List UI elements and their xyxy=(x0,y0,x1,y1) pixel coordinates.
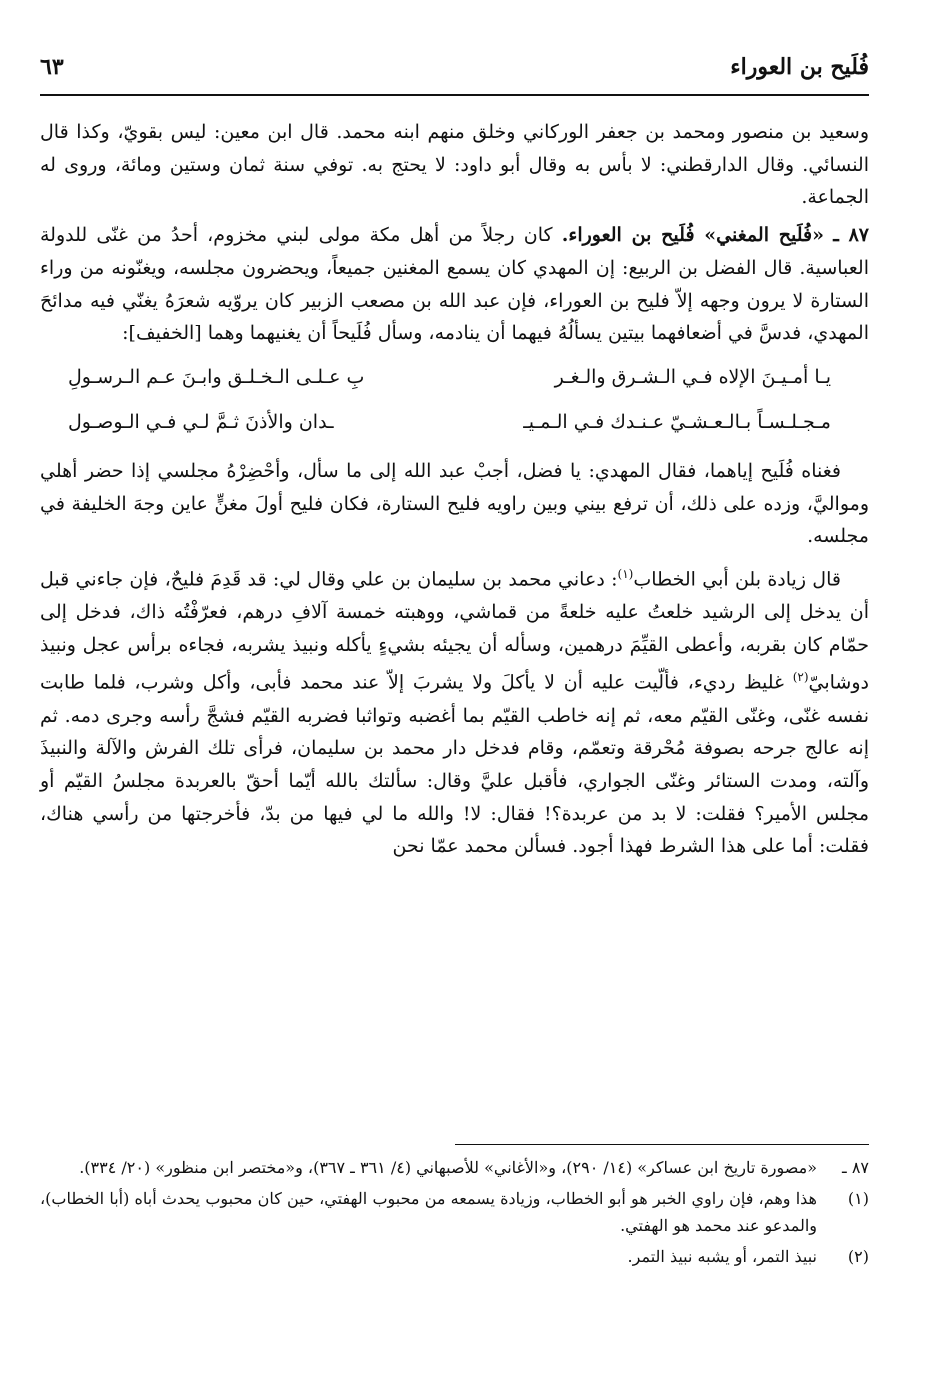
footnotes xyxy=(40,1154,869,1274)
footnote-text: نبيذ التمر، أو يشبه نبيذ التمر. xyxy=(627,1247,817,1266)
paragraph-4 xyxy=(40,558,869,863)
entry-number: ٨٧ ـ xyxy=(833,224,869,247)
running-title: فُلَيح بن العوراء xyxy=(730,54,869,80)
footnote-text: «مصورة تاريخ ابن عساكر» (١٤/ ٢٩٠)، و«الأغاني» للأصبهاني (٤/ ٣٦١ ـ ٣٦٧)، و«مختصر ابن منظور» (٢٠/ ٣٣٤). xyxy=(79,1158,817,1177)
page-header xyxy=(40,52,869,96)
hemistich-right: مـجـلـسـاً بـالـعـشـيّ عـنـدك فـي الـمـيـ xyxy=(523,411,831,434)
paragraph-4-mid: : دعاني محمد بن سليمان بن علي وقال لي: قد قَدِمَ فليحٌ، فإن جاءني قبل أن يدخل إلى الرشيد خلعتُ عليه خلعةً من قماشي، ووهبته خمسة آلافِ درهم، فعرّفْتُه ذاك، فدخل إلى حمّام كان بقربه، وأعطى القيِّمَ درهمين، وسأله أن يجيئه بشيءٍ يأكله ونبيذ يشربه، فجاءه برأس عجل ونبيذ دوشابيّ xyxy=(40,568,869,694)
hemistich-left: ـدان والأذنَ ثـمَّ لـي فـي الـوصـول xyxy=(68,411,334,434)
footnote-87 xyxy=(40,1154,869,1181)
footnote-ref-2[interactable]: (٢) xyxy=(792,670,809,685)
paragraph-4-start: قال زيادة بلن أبي الخطاب xyxy=(633,568,841,591)
paragraph-3: فغناه فُلَيح إياهما، فقال المهدي: يا فضل، أجبْ عبد الله إلى ما سأل، وأحْضِرْهُ مجلسي إذا حضر أهلي ومواليَّ، وزده على ذلك، أن ترفع بيني وبين راويه فليح الستارة، فكان فليح أولَ مغنٍّ عاين وجهَ الخليفة في مجلسه. xyxy=(40,459,869,548)
paragraph-1: وسعيد بن منصور ومحمد بن جعفر الوركاني وخلق منهم ابنه محمد. قال ابن معين: ليس بقويّ، وكذا قال النسائي. وقال الدارقطني: لا بأس به وقال أبو داود: لا يحتج به. توفي سنة ثمان وستين ومائة، وروى له الجماعة. xyxy=(40,121,869,209)
poem-verse-1 xyxy=(40,355,869,400)
footnote-ref-1[interactable]: (١) xyxy=(617,567,634,582)
footnote-mark: ٨٧ ـ xyxy=(842,1158,869,1177)
footnote-mark: (١) xyxy=(847,1189,869,1208)
page-number: ٦٣ xyxy=(40,54,64,80)
paragraph-4-end: غليظ رديء، فألّيت عليه أن لا يأكلَ ولا يشربَ إلاّ عند محمد فأبى، وأكل وشرب، فلما طابت نفسه غنّى، وغنّى القيّم معه، ثم إنه خاطب القيّم بما أغضبه وتواثبا فضربه القيّم فشجَّ رأسه وجرى دمه. ثم إنه عالج جرحه بصوفة مُحْرقة وتعمّم، وقام فدخل دار محمد بن سليمان، فرأى تلك الفرش والآلة والنبيذَ وآلته، ومدت الستائر وغنّى الجواري، فأقبل عليَّ وقال: سألتك بالله أيّما أحقّ بالعربدة مجلسُ القيّم أو مجلس الأمير؟ فقلت: لا بد من عربدة؟! فقال: لا! والله ما لي فيها من بدّ، فأخرجتها من رأسي هناك، فقلت: أما على هذا الشرط فهذا أجود. فسألن محمد عمّا نحن xyxy=(40,671,869,858)
footnote-2 xyxy=(40,1243,869,1270)
entry-text: كان رجلاً من أهل مكة مولى لبني مخزوم، أحدُ من غنّى للدولة العباسية. قال الفضل بن الربيع: إن المهدي كان يسمع المغنين جميعاً، ويحضرون مجلسه، ويغنّونه من وراء الستارة لا يرون وجهه إلاّ فليح بن العوراء، فإن عبد الله بن مصعب الزبير كان يروّيه شعرَهُ يغنّي فيه مدائحَ المهدي، فدسَّ في أضعافهما بيتين يسألُهُ فيهما أن ينادمه، وسأل فُلَيحاً أن يغنيهما وهما [الخفيف]: xyxy=(40,224,869,345)
hemistich-right: يـا أمـيـنَ الإلاه فـي الـشـرق والـغـر xyxy=(554,366,831,389)
poem xyxy=(40,355,869,445)
footnote-mark: (٢) xyxy=(847,1247,869,1266)
entry-87-paragraph xyxy=(40,219,869,350)
entry-title: «فُلَيح المغني» فُلَيح بن العوراء. xyxy=(561,224,824,247)
footnote-text: هذا وهم، فإن راوي الخبر هو أبو الخطاب، وزيادة يسمعه من محبوب الهفتي، حين كان محبوب يحدث أباه (أبا الخطاب)، والمدعو عند محمد هو الهفتي. xyxy=(40,1189,817,1235)
footnote-1 xyxy=(40,1185,869,1239)
hemistich-left: بِ عـلـى الـخـلـق وابـنَ عـم الـرسـولِ xyxy=(68,366,365,389)
main-text xyxy=(40,116,869,868)
poem-verse-2 xyxy=(40,400,869,445)
footnote-separator xyxy=(455,1144,869,1145)
